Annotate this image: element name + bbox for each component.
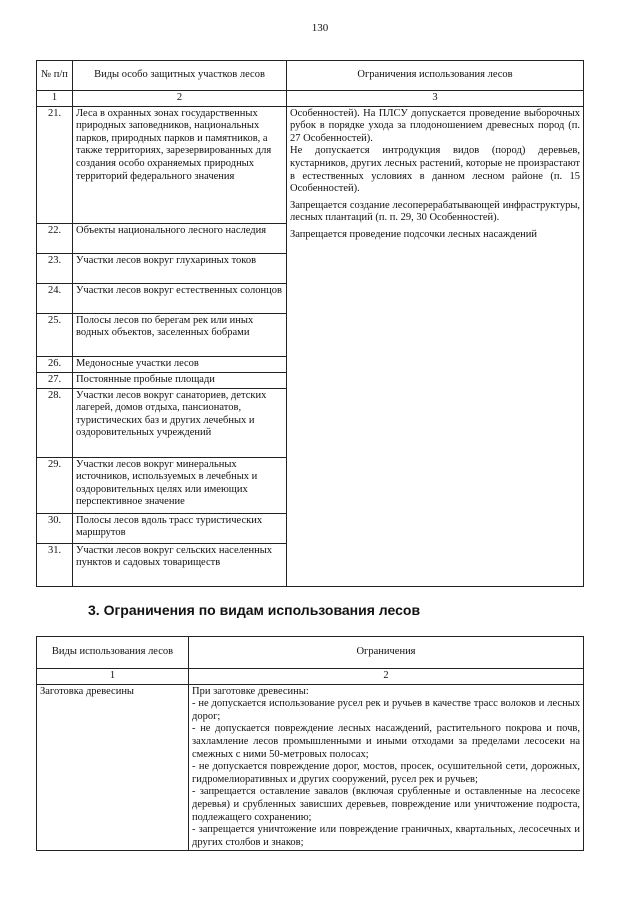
row-area-type: Участки лесов вокруг минеральных источников, используемых в лечебных и оздоровительных целях или имеющих перспективное значение (73, 457, 287, 513)
row-number: 24. (37, 283, 73, 313)
row-area-type: Участки лесов вокруг сельских населенных пунктов и садовых товариществ (73, 543, 287, 586)
row-number: 30. (37, 513, 73, 543)
table-index-row (37, 91, 584, 107)
row-use-type: Заготовка древесины (37, 684, 189, 851)
row-area-type: Участки лесов вокруг естественных солонцов (73, 283, 287, 313)
table-row (37, 106, 584, 223)
section-title: 3. Ограничения по видам использования лесов (88, 602, 421, 618)
row-number: 31. (37, 543, 73, 586)
row-number: 23. (37, 253, 73, 283)
row-area-type: Леса в охранных зонах государственных природных заповедников, национальных парков, природных парков и памятников, а также территориях, зарезервированных для создания особо охраняемых природных территорий федерального значения (73, 106, 287, 223)
row-number: 28. (37, 388, 73, 457)
header-restrictions: Ограничения использования лесов (287, 61, 584, 91)
restriction-paragraph: Особенностей). На ПЛСУ допускается проведение выборочных рубок в порядке ухода за плодоношением древесных пород (п. 27 Особенностей). (290, 107, 580, 144)
index-cell: 3 (287, 91, 584, 107)
row-number: 29. (37, 457, 73, 513)
row-number: 26. (37, 356, 73, 372)
protected-areas-table (36, 60, 584, 587)
header-use-type: Виды использования лесов (37, 637, 189, 669)
index-cell: 1 (37, 669, 189, 685)
restriction-item: - не допускается повреждение лесных насаждений, растительного покрова и почв, захламление лесов промышленными и иными отходами за пределами лесосеки на смежных с ними 50-метровых полосах; (192, 723, 580, 760)
table-index-row (37, 669, 584, 685)
header-restrictions: Ограничения (189, 637, 584, 669)
restrictions-cell (287, 106, 584, 586)
index-cell: 2 (73, 91, 287, 107)
table-header-row (37, 61, 584, 91)
row-number: 25. (37, 313, 73, 356)
restrictions-cell (189, 684, 584, 851)
table-row (37, 684, 584, 851)
row-area-type: Участки лесов вокруг глухариных токов (73, 253, 287, 283)
table-header-row (37, 637, 584, 669)
row-area-type: Объекты национального лесного наследия (73, 223, 287, 253)
restriction-item: - запрещается уничтожение или повреждение граничных, квартальных, лесосечных и других столбов и знаков; (192, 824, 580, 848)
row-number: 21. (37, 106, 73, 223)
row-area-type: Полосы лесов вдоль трасс туристических маршрутов (73, 513, 287, 543)
header-number: № п/п (37, 61, 73, 91)
index-cell: 2 (189, 669, 584, 685)
page-number: 130 (311, 22, 329, 34)
row-area-type: Полосы лесов по берегам рек или иных водных объектов, заселенных бобрами (73, 313, 287, 356)
restriction-item: - не допускается использование русел рек и ручьев в качестве трасс волоков и лесных дорог; (192, 698, 580, 722)
index-cell: 1 (37, 91, 73, 107)
row-area-type: Участки лесов вокруг санаториев, детских лагерей, домов отдыха, пансионатов, туристических баз и других лечебных и оздоровительных учреждений (73, 388, 287, 457)
header-area-type: Виды особо защитных участков лесов (73, 61, 287, 91)
restriction-paragraph: Не допускается интродукция видов (пород) деревьев, кустарников, других лесных растений, которые не произрастают в естественных условиях в данном лесном районе (п. 15 Особенностей). (290, 145, 580, 195)
restriction-intro: При заготовке древесины: (192, 685, 309, 697)
row-area-type: Постоянные пробные площади (73, 372, 287, 388)
restriction-item: - не допускается повреждение дорог, мостов, просек, осушительной сети, дорожных, гидромелиоративных и других сооружений, русел рек и ручьев; (192, 761, 580, 785)
row-number: 22. (37, 223, 73, 253)
row-area-type: Медоносные участки лесов (73, 356, 287, 372)
restriction-paragraph: Запрещается проведение подсочки лесных насаждений (290, 228, 538, 240)
use-restrictions-table (36, 636, 584, 851)
restriction-paragraph: Запрещается создание лесоперерабатывающей инфраструктуры, лесных плантаций (п. п. 29, 30 Особенностей). (290, 199, 580, 224)
row-number: 27. (37, 372, 73, 388)
restriction-item: - запрещается оставление завалов (включая срубленные и оставленные на лесосеке деревья) и срубленных зависших деревьев, повреждение или уничтожение подроста, подлежащего сохранению; (192, 786, 580, 823)
